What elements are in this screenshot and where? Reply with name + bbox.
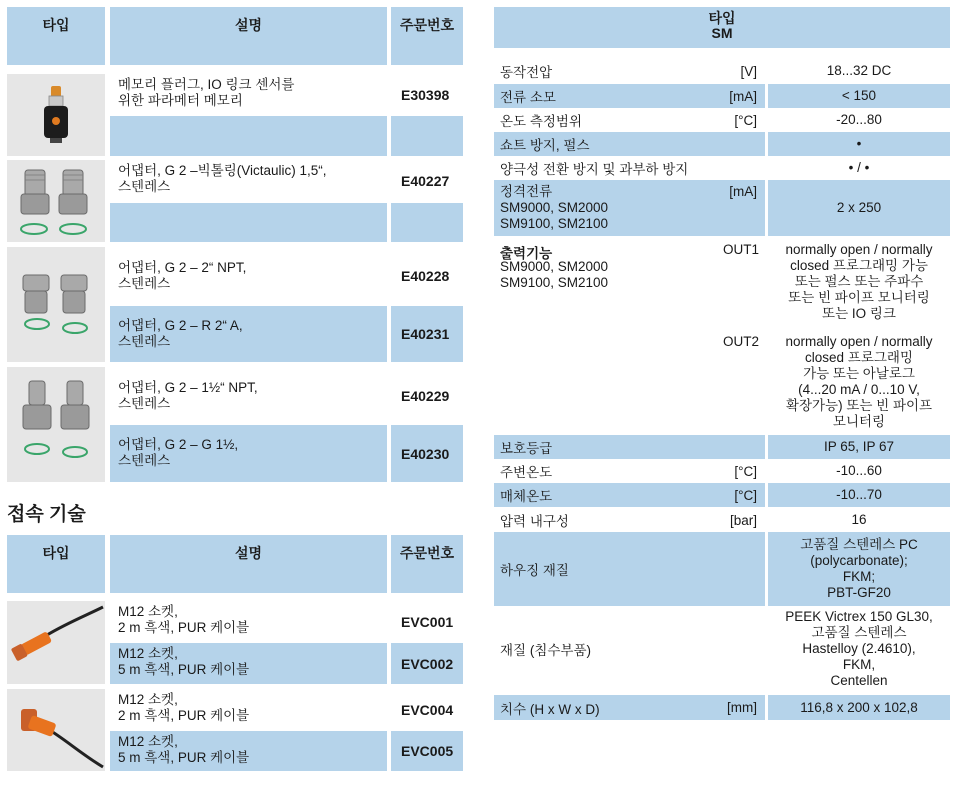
spec-row-medium-temp: [494, 483, 765, 507]
spec-unit: [bar]: [729, 512, 757, 528]
spec-value: 16: [768, 508, 950, 532]
spec-value: •: [768, 132, 950, 156]
spec-label: 온도 측정범위: [500, 114, 582, 129]
spec-value: -10...70: [768, 483, 950, 507]
adapter-pair-image: [7, 160, 105, 242]
spec-label: 재질 (침수부품): [500, 643, 591, 658]
spec-value: < 150: [768, 84, 950, 108]
header-type: 타입: [7, 7, 105, 65]
spec-row-output: [494, 238, 765, 433]
spec-value: 18...32 DC: [768, 59, 950, 83]
spec-unit: [V]: [740, 63, 757, 79]
spec-row-pressure: [494, 508, 765, 532]
spec-label: 전류 소모: [500, 90, 556, 105]
spec-header-type: 타입: [708, 10, 736, 26]
adapter-code-1: E30398: [391, 74, 463, 115]
spec-value: -10...60: [768, 459, 950, 483]
spec-value: 116,8 x 200 x 102,8: [768, 695, 950, 720]
empty-row: [110, 203, 387, 242]
straight-socket-cable-image: [7, 601, 105, 684]
spec-value: • / •: [768, 156, 950, 180]
adapter-description-2: 어댑터, G 2 –빅톨링(Victaulic) 1,5“, 스텐레스: [110, 160, 387, 202]
spec-row-rated-current: [494, 180, 765, 236]
adapter-description-1: 메모리 플러그, IO 링크 센서를 위한 파라메터 메모리: [110, 74, 387, 115]
spec-unit: [°C]: [734, 112, 757, 128]
section-title: 접속 기술: [7, 504, 86, 525]
spec-out2-value: normally open / normally closed 프로그래밍 가능 또는 아날로그 (4...20 mA / 0...10 V, 확장가능) 또는 빈 파이프 모니터링: [785, 334, 933, 429]
spec-label: 주변온도: [500, 465, 553, 480]
spec-header: [494, 7, 950, 48]
spec-unit: [°C]: [734, 463, 757, 479]
spec-header-series: SM: [711, 25, 733, 41]
angled-socket-cable-image: [7, 689, 105, 771]
spec-row-current: [494, 84, 765, 108]
adapter-description-4: 어댑터, G 2 – R 2“ A, 스텐레스: [110, 306, 387, 362]
spec-label: 쇼트 방지, 펄스: [500, 138, 590, 153]
spec-unit: [mm]: [727, 700, 757, 715]
header-description: 설명: [110, 7, 387, 65]
spec-label: 양극성 전환 방지 및 과부하 방지: [500, 162, 689, 177]
spec-row-voltage: [494, 59, 765, 83]
spec-label: 출력기능: [500, 246, 553, 261]
adapter-description-3: 어댑터, G 2 – 2“ NPT, 스텐레스: [110, 247, 387, 305]
cable-description-4: M12 소켓, 5 m 흑색, PUR 케이블: [110, 731, 387, 771]
spec-value: 고품질 스텐레스 PC (polycarbonate); FKM; PBT-GF20: [768, 532, 950, 606]
spec-unit: [°C]: [734, 487, 757, 503]
empty-row: [391, 116, 463, 156]
cable-description-1: M12 소켓, 2 m 흑색, PUR 케이블: [110, 601, 387, 642]
spec-label: 정격전류 SM9000, SM2000 SM9100, SM2100: [500, 184, 609, 231]
spec-out1-label: OUT1: [722, 242, 759, 257]
adapter-pair-image: [7, 367, 105, 482]
spec-unit: [mA]: [729, 184, 757, 199]
header-description: 설명: [110, 535, 387, 593]
spec-output-models: SM9000, SM2000 SM9100, SM2100: [500, 259, 609, 290]
adapter-code-4: E40231: [391, 306, 463, 362]
spec-out1-value: normally open / normally closed 프로그래밍 가능 또는 펄스 또는 주파수 또는 빈 파이프 모니터링 또는 IO 링크: [785, 242, 933, 321]
spec-value: 2 x 250: [768, 180, 950, 236]
header-order-no: 주문번호: [391, 535, 463, 593]
cable-code-2: EVC002: [391, 643, 463, 684]
spec-label: 압력 내구성: [500, 514, 569, 529]
adapter-pair-image: [7, 247, 105, 362]
spec-row-protection: [494, 435, 765, 459]
spec-value: IP 65, IP 67: [768, 435, 950, 459]
spec-row-dimensions: [494, 695, 765, 720]
adapter-description-6: 어댑터, G 2 – G 1½, 스텐레스: [110, 425, 387, 482]
spec-row-temp-range: [494, 108, 765, 132]
empty-row: [110, 116, 387, 156]
spec-row-housing: [494, 532, 765, 606]
spec-label: 치수 (H x W x D): [500, 701, 600, 717]
header-type: 타입: [7, 535, 105, 593]
spec-label: 보호등급: [500, 441, 553, 456]
spec-label: 동작전압: [500, 65, 553, 80]
spec-value: -20...80: [768, 108, 950, 132]
spec-row-ambient-temp: [494, 459, 765, 483]
cable-description-3: M12 소켓, 2 m 흑색, PUR 케이블: [110, 689, 387, 730]
cable-code-4: EVC005: [391, 731, 463, 771]
adapter-code-6: E40230: [391, 425, 463, 482]
adapter-description-5: 어댑터, G 2 – 1½“ NPT, 스텐레스: [110, 367, 387, 424]
cable-code-1: EVC001: [391, 601, 463, 642]
spec-row-materials: [494, 606, 765, 692]
header-order-no: 주문번호: [391, 7, 463, 65]
empty-row: [391, 203, 463, 242]
spec-output-values: [768, 238, 950, 433]
spec-label: 매체온도: [500, 489, 553, 504]
memory-plug-image: [7, 74, 105, 156]
cable-description-2: M12 소켓, 5 m 흑색, PUR 케이블: [110, 643, 387, 684]
spec-label: 하우징 재질: [500, 563, 569, 578]
cable-code-3: EVC004: [391, 689, 463, 730]
adapter-code-3: E40228: [391, 247, 463, 305]
adapter-code-2: E40227: [391, 160, 463, 202]
spec-unit: [mA]: [729, 88, 757, 104]
spec-out2-label: OUT2: [722, 334, 759, 349]
spec-value: PEEK Victrex 150 GL30, 고품질 스텐레스 Hastelloy (2.4610), FKM, Centellen: [768, 606, 950, 692]
spec-row-short-circuit: [494, 132, 765, 156]
spec-row-polarity: [494, 156, 765, 180]
adapter-code-5: E40229: [391, 367, 463, 424]
